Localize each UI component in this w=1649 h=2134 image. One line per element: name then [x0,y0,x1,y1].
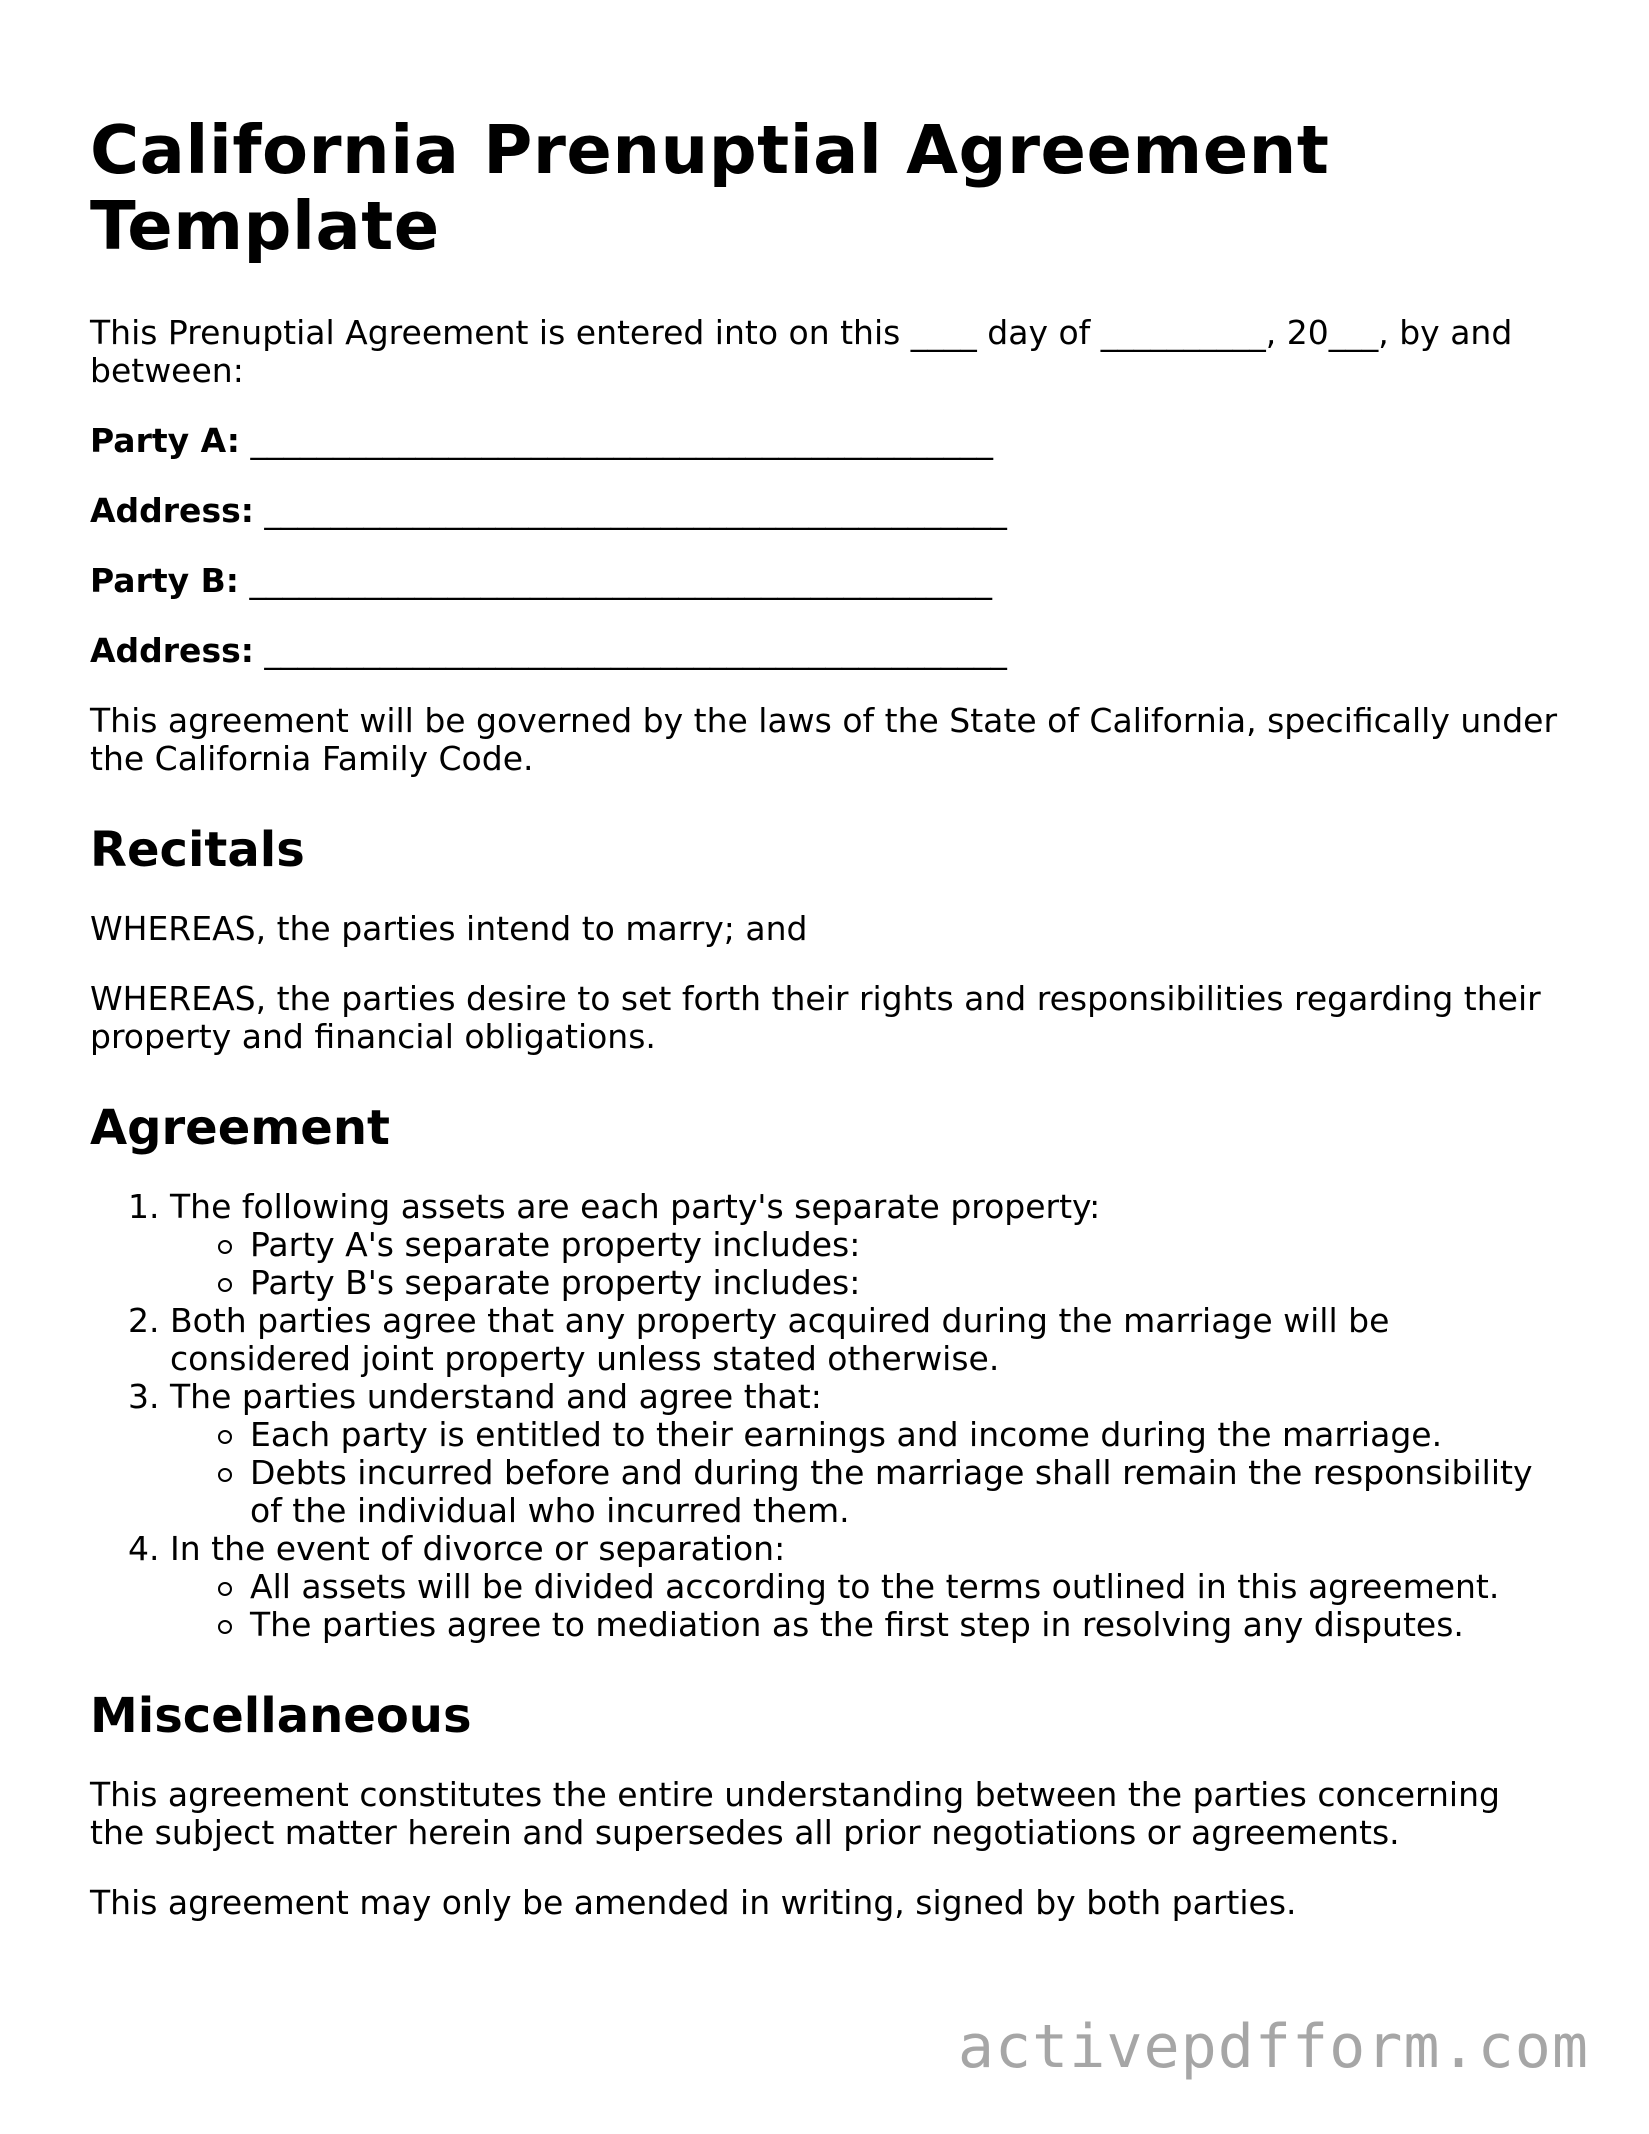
document-page [90,112,1560,1954]
party-a-label: Party A: [90,421,240,460]
party-b-label: Party B: [90,561,239,600]
agreement-item [170,1378,1560,1530]
agreement-item-text: In the event of divorce or separation: [170,1529,786,1568]
party-a-blank: _____________________________________________ [250,421,993,460]
agreement-subitem: All assets will be divided according to the terms outlined in this agreement. [250,1568,1560,1606]
agreement-item-text: The parties understand and agree that: [170,1377,822,1416]
recitals-heading: Recitals [90,822,305,878]
miscellaneous-paragraph: This agreement may only be amended in writing, signed by both parties. [90,1883,1297,1922]
agreement-list [90,1188,1560,1644]
agreement-subitem: The parties agree to mediation as the first step in resolving any disputes. [250,1606,1560,1644]
agreement-heading: Agreement [90,1100,390,1156]
agreement-sublist [170,1226,1560,1302]
agreement-item-text: Both parties agree that any property acquired during the marriage will be considered joint property unless stated otherwise. [170,1301,1390,1378]
party-b-address-field [90,632,1560,670]
governing-law-paragraph: This agreement will be governed by the laws of the State of California, specifically under the California Family Code. [90,701,1558,778]
agreement-subitem: Party A's separate property includes: [250,1226,1560,1264]
recital-paragraph: WHEREAS, the parties intend to marry; and [90,909,808,948]
miscellaneous-paragraph: This agreement constitutes the entire understanding between the parties concerning the subject matter herein and supersedes all prior negotiations or agreements. [90,1775,1500,1852]
agreement-item-text: The following assets are each party's separate property: [170,1187,1101,1226]
agreement-item [170,1302,1560,1378]
party-a-address-field [90,492,1560,530]
agreement-subitem: Debts incurred before and during the marriage shall remain the responsibility of the individual who incurred them. [250,1454,1560,1530]
agreement-sublist [170,1416,1560,1530]
agreement-item [170,1530,1560,1644]
party-b-blank: _____________________________________________ [249,561,992,600]
party-a-field [90,422,1560,460]
party-b-address-label: Address: [90,631,254,670]
miscellaneous-heading: Miscellaneous [90,1688,472,1744]
party-b-address-blank: _____________________________________________ [264,631,1007,670]
party-b-field [90,562,1560,600]
agreement-sublist [170,1568,1560,1644]
watermark: activepdfform.com [957,2012,1589,2082]
party-a-address-label: Address: [90,491,254,530]
recital-paragraph: WHEREAS, the parties desire to set forth their rights and responsibilities regarding their property and financial obligations. [90,979,1541,1056]
agreement-subitem: Each party is entitled to their earnings and income during the marriage. [250,1416,1560,1454]
agreement-item [170,1188,1560,1302]
intro-paragraph: This Prenuptial Agreement is entered into on this ____ day of __________, 20___, by and between: [90,313,1513,390]
agreement-subitem: Party B's separate property includes: [250,1264,1560,1302]
document-title: California Prenuptial Agreement Template [90,111,1330,265]
party-a-address-blank: _____________________________________________ [264,491,1007,530]
